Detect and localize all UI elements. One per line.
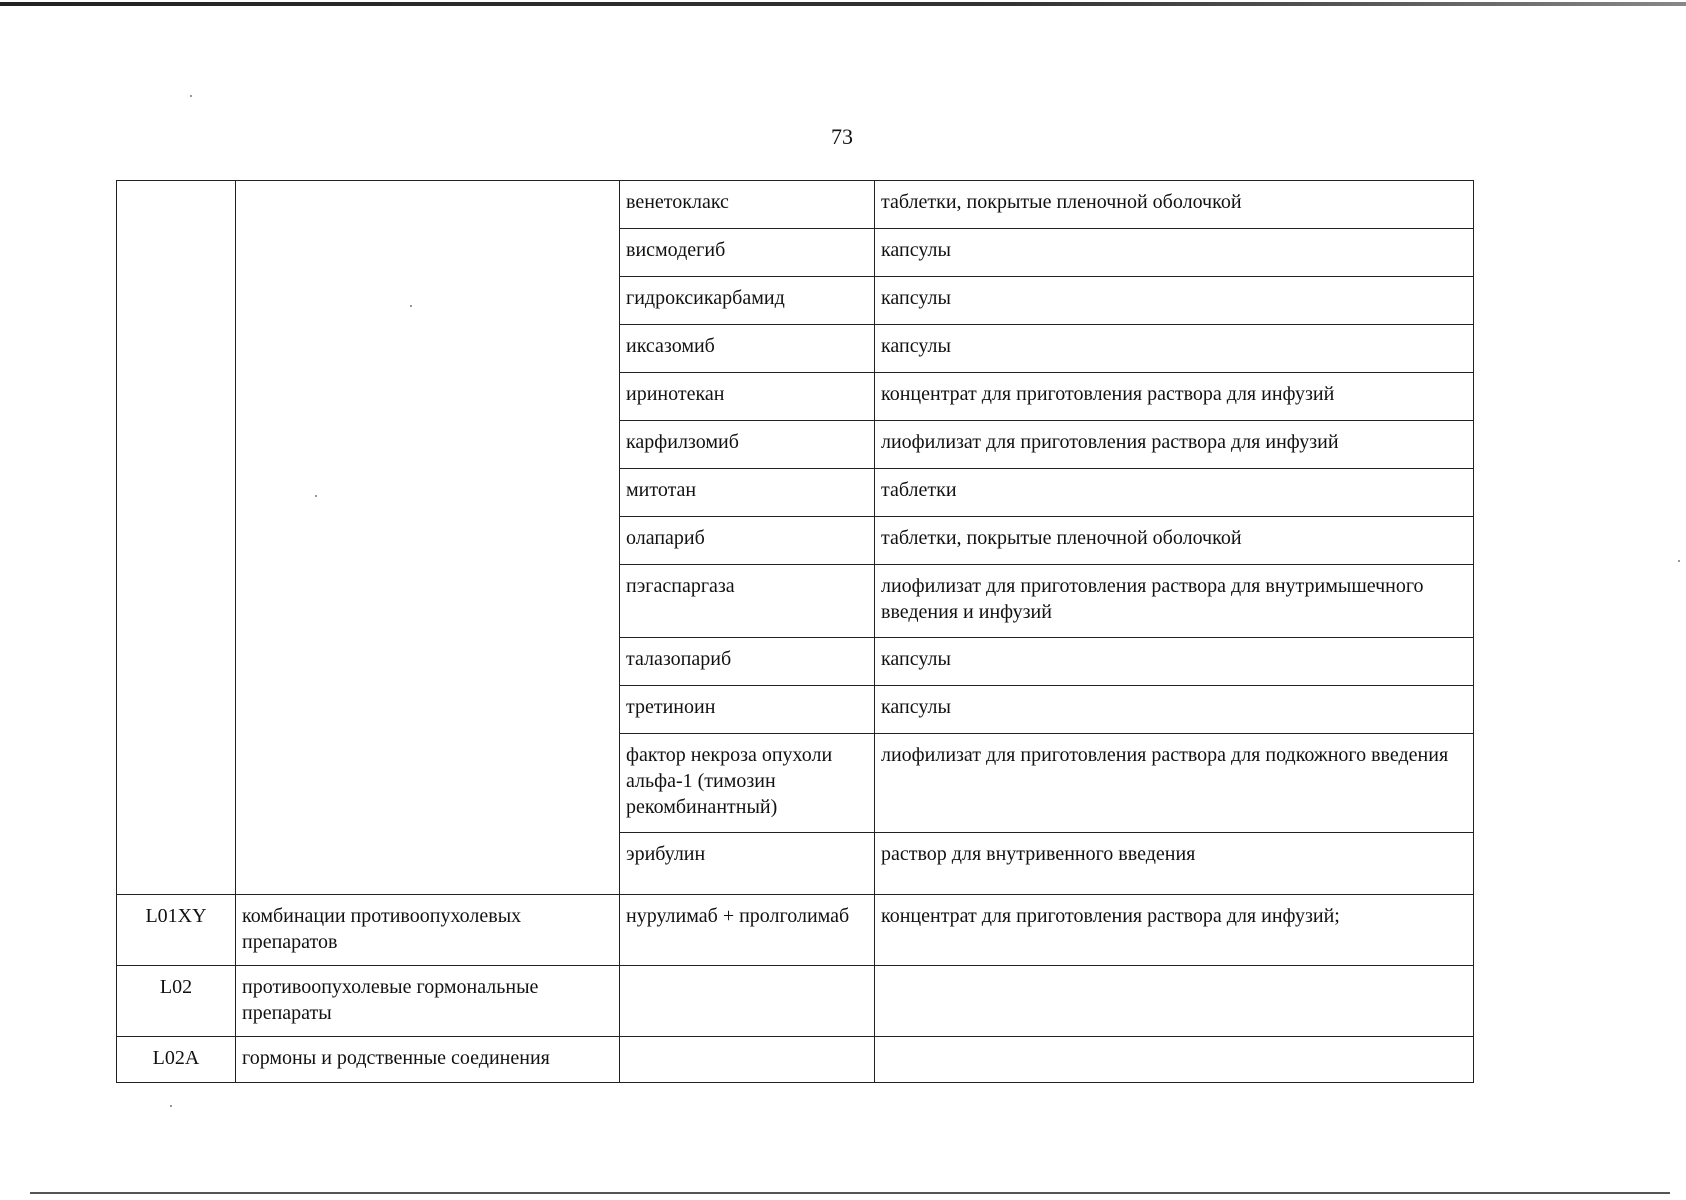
- drug-cell: фактор некроза опухоли альфа-1 (тимозин рекомбинантный): [620, 734, 875, 833]
- form-cell: капсулы: [875, 686, 1474, 734]
- group-cell-empty: [236, 181, 620, 895]
- scan-speck: [190, 95, 192, 97]
- atc-code-cell: L01XY: [117, 895, 236, 966]
- atc-code-cell: L02: [117, 966, 236, 1037]
- drug-cell: иксазомиб: [620, 325, 875, 373]
- form-cell: капсулы: [875, 277, 1474, 325]
- drug-cell: венетоклакс: [620, 181, 875, 229]
- drug-cell: митотан: [620, 469, 875, 517]
- drug-cell: карфилзомиб: [620, 421, 875, 469]
- drug-cell: эрибулин: [620, 833, 875, 895]
- form-cell: лиофилизат для приготовления раствора для инфузий: [875, 421, 1474, 469]
- code-cell-empty: [117, 181, 236, 895]
- form-cell: таблетки, покрытые пленочной оболочкой: [875, 517, 1474, 565]
- page-number: 73: [831, 124, 853, 149]
- form-cell: [875, 1037, 1474, 1083]
- group-name-cell: гормоны и родственные соединения: [236, 1037, 620, 1083]
- form-cell: капсулы: [875, 229, 1474, 277]
- drug-cell: [620, 1037, 875, 1083]
- form-cell: капсулы: [875, 638, 1474, 686]
- scan-speck: [170, 1105, 172, 1107]
- scan-speck: [410, 305, 412, 307]
- scan-speck: [1678, 560, 1680, 562]
- form-cell: таблетки, покрытые пленочной оболочкой: [875, 181, 1474, 229]
- drug-cell: пэгаспаргаза: [620, 565, 875, 638]
- scan-speck: [315, 495, 317, 497]
- form-cell: лиофилизат для приготовления раствора для подкожного введения: [875, 734, 1474, 833]
- drug-table: [116, 180, 1474, 1083]
- drug-cell: иринотекан: [620, 373, 875, 421]
- scan-edge-top: [0, 2, 1686, 6]
- drug-cell: [620, 966, 875, 1037]
- drug-cell: висмодегиб: [620, 229, 875, 277]
- form-cell: капсулы: [875, 325, 1474, 373]
- table-row: [117, 966, 1474, 1037]
- form-cell: раствор для внутривенного введения: [875, 833, 1474, 895]
- form-cell: [875, 966, 1474, 1037]
- drug-cell: гидроксикарбамид: [620, 277, 875, 325]
- table-row: [117, 895, 1474, 966]
- form-cell: таблетки: [875, 469, 1474, 517]
- table-row: [117, 181, 1474, 229]
- drug-cell: третиноин: [620, 686, 875, 734]
- table-row: [117, 1037, 1474, 1083]
- drug-cell: олапариб: [620, 517, 875, 565]
- group-name-cell: комбинации противоопухолевых препаратов: [236, 895, 620, 966]
- form-cell: лиофилизат для приготовления раствора для внутримышечного введения и инфузий: [875, 565, 1474, 638]
- drug-cell: талазопариб: [620, 638, 875, 686]
- form-cell: концентрат для приготовления раствора для инфузий: [875, 373, 1474, 421]
- drug-cell: нурулимаб + пролголимаб: [620, 895, 875, 966]
- atc-code-cell: L02A: [117, 1037, 236, 1083]
- group-name-cell: противоопухолевые гормональные препараты: [236, 966, 620, 1037]
- scan-edge-bottom: [30, 1192, 1670, 1194]
- form-cell: концентрат для приготовления раствора для инфузий;: [875, 895, 1474, 966]
